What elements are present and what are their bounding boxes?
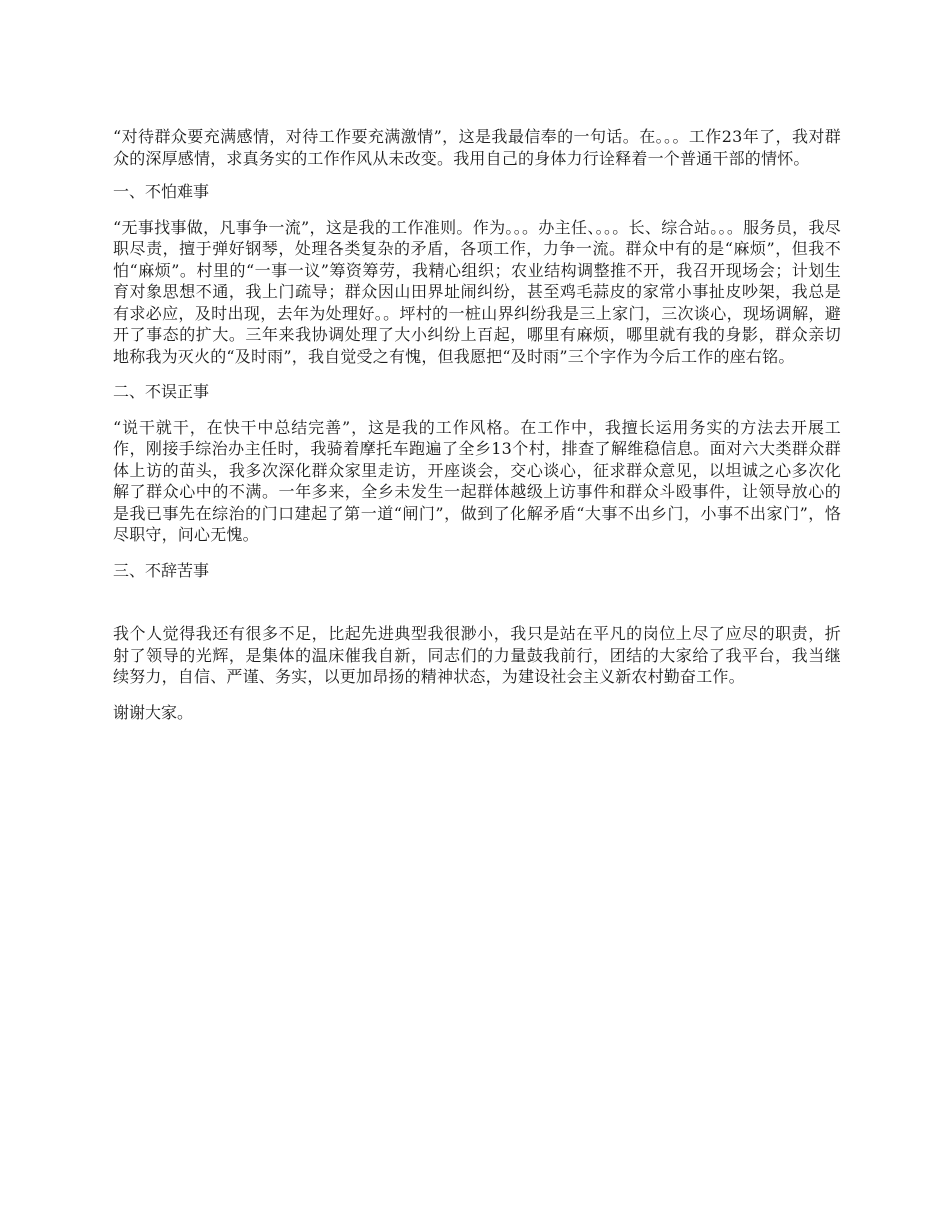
section-heading-2: 二、不误正事 [113,382,210,401]
spacer [113,546,841,560]
thanks-line: 谢谢大家。 [113,702,194,722]
section-heading-3: 三、不辞苦事 [113,560,210,580]
section-2-paragraph: “说干就干，在快干中总结完善”，这是我的工作风格。在工作中，我擅长运用务实的方法去开展工作，刚接手综治办主任时，我骑着摩托车跑遍了全乡13个村，排查了解维稳信息。面对六大类群众群体上访的苗头，我多次深化群众家里走访，开座谈会，交心谈心，征求群众意见，以坦诚之心多次化解了群众心中的不满。一年多来，全乡未发生一起群体越级上访事件和群众斗殴事件，让领导放心的是我已事先在综治的门口建起了第一道“闸门”，做到了化解矛盾“大事不出乡门，小事不出家门”，恪尽职守，问心无愧。 [113,417,841,544]
spacer [113,581,841,623]
spacer [113,403,841,417]
spacer [113,367,841,381]
intro-paragraph: “对待群众要充满感情，对待工作要充满激情”，这是我最信奉的一句话。在。。。工作23年了，我对群众的深厚感情，求真务实的工作作风从未改变。我用自己的身体力行诠释着一个普通干部的情怀。 [113,127,841,168]
spacer [113,688,841,702]
document-body [113,126,841,723]
section-1-paragraph: “无事找事做，凡事争一流”，这是我的工作准则。作为。。。办主任、。。。长、综合站。。。服务员，我尽职尽责，擅于弹好钢琴，处理各类复杂的矛盾，各项工作，力争一流。群众中有的是“麻烦”，但我不怕“麻烦”。村里的“一事一议”筹资筹劳，我精心组织；农业结构调整推不开，我召开现场会；计划生育对象思想不通，我上门疏导；群众因山田界址闹纠纷，甚至鸡毛蒜皮的家常小事扯皮吵架，我总是有求必应，及时出现，去年为处理好。。坪村的一桩山界纠纷我是三上家门，三次谈心，现场调解，避开了事态的扩大。三年来我协调处理了大小纠纷上百起，哪里有麻烦，哪里就有我的身影，群众亲切地称我为灭火的“及时雨”，我自觉受之有愧，但我愿把“及时雨”三个字作为今后工作的座右铭。 [113,217,841,366]
spacer [113,203,841,217]
closing-paragraph: 我个人觉得我还有很多不足，比起先进典型我很渺小，我只是站在平凡的岗位上尽了应尽的职责，折射了领导的光辉，是集体的温床催我自新，同志们的力量鼓我前行，团结的大家给了我平台，我当继续努力，自信、严谨、务实，以更加昂扬的精神状态，为建设社会主义新农村勤奋工作。 [113,624,841,686]
section-heading-1: 一、不怕难事 [113,182,210,201]
spacer [113,169,841,181]
